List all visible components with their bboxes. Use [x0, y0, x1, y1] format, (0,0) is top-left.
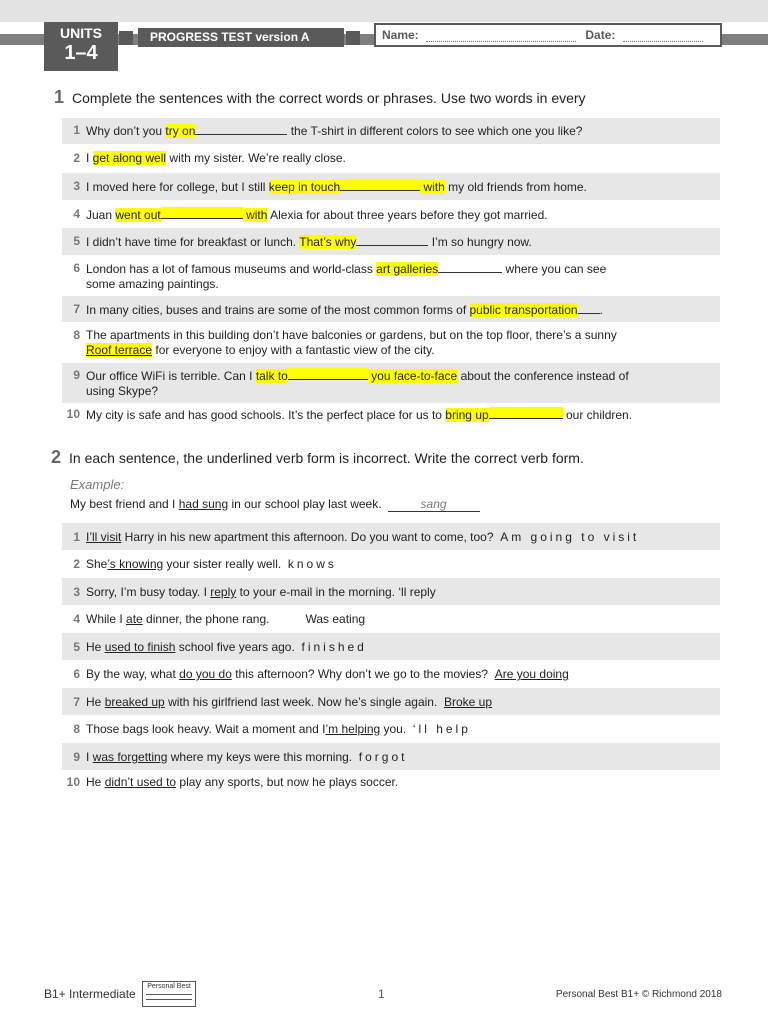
page-number: 1 — [378, 987, 385, 1001]
text: using Skype? — [86, 384, 159, 398]
text: dinner, the phone rang. — [142, 612, 270, 626]
footer-copyright: Personal Best B1+ © Richmond 2018 — [555, 989, 722, 1000]
answer-highlight: Roof terrace — [86, 343, 153, 357]
header-square-left — [119, 31, 133, 45]
ex1-item — [62, 118, 720, 144]
ex2-item — [62, 771, 720, 798]
ex1-item — [62, 323, 720, 363]
answer-highlight: with — [242, 208, 268, 222]
answer[interactable]: finished — [301, 640, 367, 654]
text: Our office WiFi is terrible. Can I — [86, 369, 256, 383]
name-field[interactable] — [426, 29, 576, 42]
ex1-item — [62, 173, 720, 200]
footer-level: B1+ Intermediate — [44, 987, 136, 1001]
answer-highlight: public transportation — [469, 303, 578, 317]
text: your sister really well. — [163, 557, 282, 571]
example-answer: sang — [388, 497, 480, 512]
answer-highlight: went out — [115, 208, 161, 222]
text: with my sister. We’re really close. — [166, 151, 346, 165]
test-title: PROGRESS TEST version A — [138, 28, 344, 47]
text: While I — [86, 612, 127, 626]
text: I — [86, 750, 93, 764]
text: school five years ago. — [175, 640, 295, 654]
example-sentence — [70, 497, 480, 512]
answer-highlight: you face-to-face — [367, 369, 458, 383]
exercise-1-instruction: Complete the sentences with the correct words or phrases. Use two words in every — [72, 90, 586, 106]
ex2-item — [62, 688, 720, 715]
answer-highlight: talk to — [255, 369, 288, 383]
ex1-item — [62, 256, 720, 296]
example-label: Example: — [70, 477, 125, 492]
answer[interactable]: forgot — [358, 750, 408, 764]
answer[interactable]: Am going to visit — [500, 530, 640, 544]
answer-highlight: bring up — [445, 408, 489, 422]
text: Alexia for about three years before they got married. — [267, 208, 548, 222]
exercise-2-instruction: In each sentence, the underlined verb form is incorrect. Write the correct verb form. — [69, 450, 584, 466]
answer-highlight: with — [420, 180, 445, 194]
name-label: Name: — [382, 28, 419, 42]
text: I — [86, 151, 93, 165]
answer-highlight: keep in touch — [268, 180, 341, 194]
blank[interactable] — [288, 368, 368, 380]
name-date-box — [374, 23, 722, 47]
date-label: Date: — [585, 28, 616, 42]
item-number: 2 — [73, 557, 80, 571]
blank[interactable] — [578, 302, 600, 314]
ex2-item — [62, 523, 720, 550]
date-field[interactable] — [623, 29, 703, 42]
ex1-item — [62, 228, 720, 255]
item-number: 1 — [73, 530, 80, 544]
item-number: 4 — [73, 612, 80, 626]
underlined-verb: reply — [210, 585, 237, 599]
ex1-item — [62, 201, 720, 227]
answer[interactable]: Broke up — [443, 695, 493, 709]
underlined-verb: ’m helping — [325, 722, 381, 736]
answer[interactable]: Was eating — [305, 612, 366, 626]
text: He — [86, 695, 105, 709]
text: Harry in his new apartment this afternoon. Do you want to come, too? — [121, 530, 494, 544]
text: you. — [380, 722, 407, 736]
blank[interactable] — [489, 407, 563, 419]
logo-text: Personal Best — [147, 983, 191, 990]
text: Those bags look heavy. Wait a moment and I — [86, 722, 326, 736]
blank[interactable] — [195, 123, 287, 135]
item-number: 3 — [73, 179, 80, 193]
text: Juan — [86, 208, 116, 222]
units-badge — [44, 22, 118, 71]
item-number: 8 — [73, 328, 80, 342]
exercise-2-number: 2 — [51, 447, 62, 467]
answer[interactable]: knows — [287, 557, 337, 571]
text: In many cities, buses and trains are some of the most common forms of — [86, 303, 470, 317]
item-number: 9 — [73, 368, 80, 382]
ex1-item — [62, 363, 720, 403]
ex2-item — [62, 633, 720, 660]
text: in our school play last week. — [228, 497, 382, 511]
ex2-item — [62, 743, 720, 770]
underlined-verb: was forgetting — [92, 750, 168, 764]
item-number: 7 — [73, 695, 80, 709]
answer-highlight: get along well — [92, 151, 167, 165]
exercise-1-number: 1 — [54, 87, 65, 107]
text: for everyone to enjoy with a fantastic view of the city. — [152, 343, 435, 357]
ex2-item — [62, 716, 720, 743]
text: . — [599, 303, 603, 317]
underlined-verb: ate — [126, 612, 143, 626]
text: She — [86, 557, 108, 571]
text: my old friends from home. — [444, 180, 587, 194]
answer[interactable]: Are you doing — [494, 667, 569, 681]
item-number: 10 — [66, 775, 80, 789]
underlined-verb: ’s knowing — [107, 557, 164, 571]
underlined-verb: do you do — [179, 667, 232, 681]
header-square-right — [346, 31, 360, 45]
text: Sorry, I’m busy today. I — [86, 585, 211, 599]
answer[interactable]: ‘ll reply — [398, 585, 436, 599]
underlined-verb: had sung — [178, 497, 229, 511]
item-number: 6 — [73, 261, 80, 275]
text: I moved here for college, but I still — [86, 180, 269, 194]
text: Why don’t you — [86, 124, 166, 138]
blank[interactable] — [340, 179, 420, 191]
answer-highlight: That’s why — [299, 235, 357, 249]
answer-highlight: try on — [165, 124, 196, 138]
ex2-item — [62, 551, 720, 578]
ex1-item — [62, 296, 720, 322]
text: The apartments in this building don’t have balconies or gardens, but on the top floor, there’s a sunny — [86, 328, 617, 342]
item-number: 7 — [73, 302, 80, 316]
item-number: 2 — [73, 151, 80, 165]
item-number: 8 — [73, 722, 80, 736]
text: He — [86, 640, 105, 654]
text: London has a lot of famous museums and world-class — [86, 262, 377, 276]
blank[interactable] — [438, 261, 502, 273]
item-number: 6 — [73, 667, 80, 681]
text: I’m so hungry now. — [428, 235, 532, 249]
personal-best-logo — [142, 981, 196, 1007]
ex1-item — [62, 403, 720, 429]
text: My city is safe and has good schools. It’s the perfect place for us to — [86, 408, 446, 422]
blank[interactable] — [161, 207, 243, 219]
item-number: 3 — [73, 585, 80, 599]
answer[interactable]: ‘ll help — [412, 722, 471, 736]
text: this afternoon? Why don’t we go to the movies? — [231, 667, 489, 681]
ex2-item — [62, 606, 720, 633]
ex2-item — [62, 661, 720, 688]
text: to your e-mail in the morning. — [236, 585, 396, 599]
item-number: 4 — [73, 207, 80, 221]
logo-lines-icon — [146, 994, 192, 1000]
item-number: 5 — [73, 234, 80, 248]
item-number: 5 — [73, 640, 80, 654]
text: where my keys were this morning. — [167, 750, 353, 764]
underlined-verb: I’ll visit — [86, 530, 122, 544]
ex1-item — [62, 146, 720, 172]
item-number: 9 — [73, 750, 80, 764]
text: about the conference instead of — [457, 369, 629, 383]
item-number: 10 — [66, 407, 80, 421]
text: My best friend and I — [70, 497, 179, 511]
top-band — [0, 0, 768, 22]
underlined-verb: breaked up — [104, 695, 165, 709]
text: some amazing paintings. — [86, 277, 219, 291]
text: our children. — [562, 408, 633, 422]
underlined-verb: didn’t used to — [104, 775, 177, 789]
underlined-verb: used to finish — [104, 640, 176, 654]
units-label: UNITS — [60, 25, 102, 41]
answer-highlight: art galleries — [376, 262, 439, 276]
text: the T-shirt in different colors to see which one you like? — [287, 124, 583, 138]
ex2-item — [62, 578, 720, 605]
text: with his girlfriend last week. Now he’s single again. — [164, 695, 438, 709]
item-number: 1 — [73, 123, 80, 137]
text: play any sports, but now he plays soccer. — [176, 775, 399, 789]
text: where you can see — [502, 262, 607, 276]
text: By the way, what — [86, 667, 180, 681]
text: He — [86, 775, 105, 789]
text: I didn’t have time for breakfast or lunch. — [86, 235, 300, 249]
units-range: 1–4 — [64, 42, 98, 64]
blank[interactable] — [356, 234, 428, 246]
